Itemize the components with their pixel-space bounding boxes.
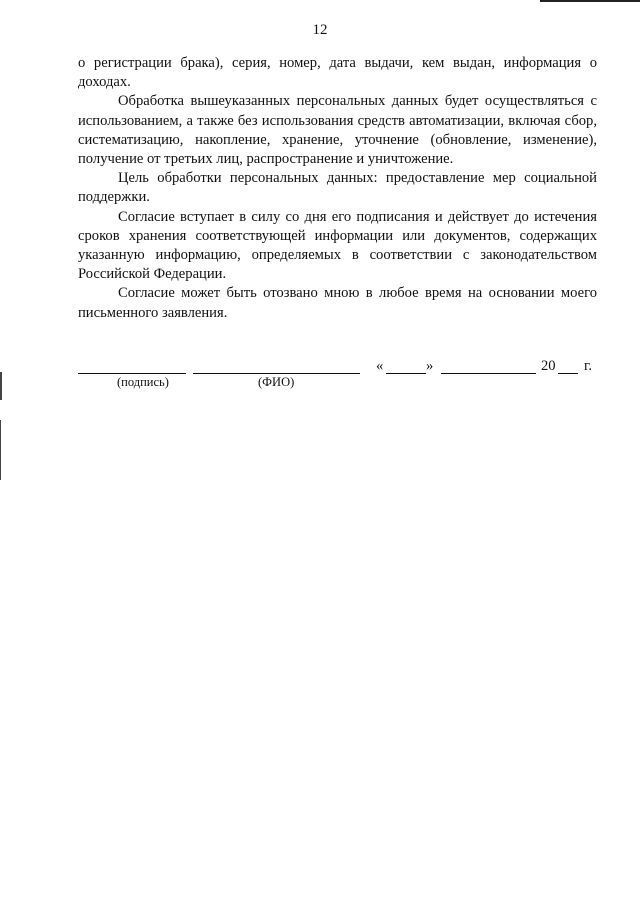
year-line[interactable] xyxy=(558,373,578,374)
year-suffix: г. xyxy=(584,358,592,374)
signature-line[interactable] xyxy=(78,373,186,374)
scan-edge-top xyxy=(540,0,640,2)
paragraph-validity: Согласие вступает в силу со дня его подписания и действует до истечения сроков хранения соответствующей информации или документов, содержащих указанную информацию, определяемых в соответствии с законодательством Российской Федерации. xyxy=(78,208,597,283)
scan-edge-mark xyxy=(0,420,1,480)
name-caption: (ФИО) xyxy=(258,375,295,389)
name-line[interactable] xyxy=(193,373,360,374)
paragraph-purpose: Цель обработки персональных данных: предоставление мер социальной поддержки. xyxy=(78,170,597,206)
day-line[interactable] xyxy=(386,373,426,374)
year-prefix: 20 xyxy=(541,358,556,374)
page-number: 12 xyxy=(312,22,328,38)
signature-caption: (подпись) xyxy=(117,375,169,389)
paragraph-continuation: о регистрации брака), серия, номер, дата выдачи, кем выдан, информация о доходах. xyxy=(78,55,597,91)
quote-open: « xyxy=(376,358,384,374)
paragraph-revocation: Согласие может быть отозвано мною в любое время на основании моего письменного заявления. xyxy=(78,285,597,321)
month-line[interactable] xyxy=(441,373,536,374)
signature-block xyxy=(0,358,640,398)
paragraph-processing: Обработка вышеуказанных персональных данных будет осуществляться с использованием, а также без использования средств автоматизации, включая сбор, систематизацию, накопление, хранение, уточнение (обновление, изменение), получение от третьих лиц, распространение и уничтожение. xyxy=(78,93,597,168)
quote-close: » xyxy=(426,358,434,374)
document-body xyxy=(78,54,597,323)
